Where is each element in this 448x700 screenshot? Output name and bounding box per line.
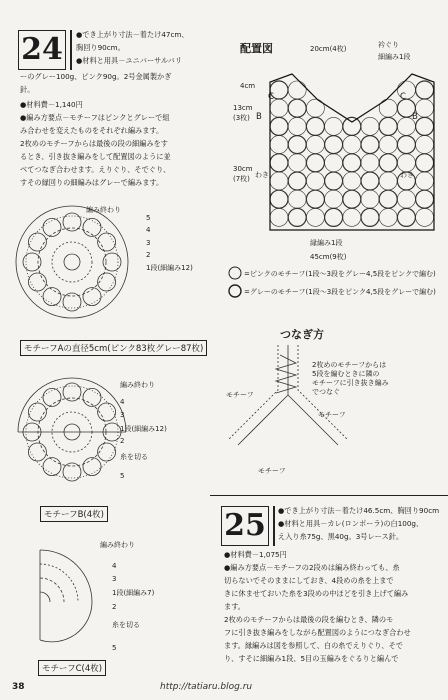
layout-motif — [416, 172, 434, 190]
layout-side-right: わき — [400, 171, 414, 179]
petal — [98, 233, 116, 251]
layout-motif — [416, 117, 434, 135]
motif-a-label-4: 4 — [146, 226, 151, 234]
join-motif-1: モチーフ — [226, 391, 254, 399]
layout-motif — [306, 136, 324, 154]
layout-motif — [288, 154, 306, 172]
layout-motif — [379, 154, 397, 172]
petal — [98, 403, 116, 421]
petal — [43, 388, 61, 406]
layout-top-width: 20cm(4枚) — [310, 45, 347, 53]
motif-b-label-4: 4 — [120, 398, 125, 406]
layout-motif — [397, 172, 415, 190]
layout-motif — [416, 208, 434, 226]
layout-motif — [270, 81, 288, 99]
materials-text: ●材料と用具－ユニバーサルバリ — [76, 56, 183, 65]
layout-motif — [270, 117, 288, 135]
layout-motif — [325, 154, 343, 172]
petal — [98, 443, 116, 461]
layout-motif — [306, 117, 324, 135]
motif-a-label-3: 3 — [146, 239, 151, 247]
divider — [70, 30, 72, 70]
layout-motif — [416, 154, 434, 172]
layout-motif — [270, 208, 288, 226]
motif-b-caption: モチーフB(4枚) — [40, 506, 108, 522]
legend-gray: =グレーのモチーフ(1段～3段をピンク4,5段をグレーで編む) — [244, 288, 436, 296]
layout-motif — [379, 136, 397, 154]
layout-b-right: B — [412, 112, 418, 122]
layout-motif — [397, 99, 415, 117]
layout-motif — [397, 117, 415, 135]
layout-motif — [270, 154, 288, 172]
motif-b-label-1: 1段(細編み12) — [120, 425, 167, 433]
layout-motif — [379, 208, 397, 226]
motif-b-label-2: 2 — [120, 437, 125, 445]
legend-pink-swatch — [228, 266, 242, 280]
p25-points-5: フに引き抜き編みをしながら配置図のようにつなぎ合わせ — [224, 628, 411, 637]
points-line-5: すその縁回りの細編みはグレーで編みます。 — [20, 178, 164, 187]
layout-neck-label: 衿ぐり — [378, 41, 399, 49]
layout-motif — [306, 208, 324, 226]
motif-c-label-1: 1段(細編み7) — [112, 589, 155, 597]
petal — [83, 388, 101, 406]
layout-motif — [288, 172, 306, 190]
p25-points-0: ●編み方要点－モチーフの2段めは編み終わっても、糸 — [224, 563, 400, 572]
layout-motif — [288, 190, 306, 208]
layout-motif — [288, 117, 306, 135]
layout-motif — [397, 154, 415, 172]
motif-b-label-5: 5 — [120, 472, 125, 480]
layout-hem-label: 縁編み1段 — [310, 239, 343, 247]
join-motif-2: モチーフ — [318, 411, 346, 419]
layout-motif — [343, 117, 361, 135]
layout-motif — [379, 117, 397, 135]
section-rule — [210, 495, 448, 496]
p25-materials-2: え入り糸75g、黒40g。3号レース針。 — [278, 532, 404, 541]
points-line-1: み合わせを変えたものをそれぞれ編みます。 — [20, 126, 164, 135]
join-note-1: 5段を編むときに隣の — [312, 370, 380, 378]
join-stitch — [276, 355, 296, 393]
layout-c-left: C — [268, 92, 274, 102]
layout-dim-13: 13cm — [233, 104, 253, 112]
motif-a-label-1: 1段(細編み12) — [146, 264, 193, 272]
layout-motif — [288, 208, 306, 226]
layout-motif — [306, 154, 324, 172]
layout-motif — [343, 172, 361, 190]
layout-motif — [361, 190, 379, 208]
petal — [98, 273, 116, 291]
layout-motif — [288, 136, 306, 154]
layout-motif — [288, 99, 306, 117]
petal — [43, 288, 61, 306]
p25-points-6: ます。縁編みは図を参照して、白の糸でえりぐり、そで — [224, 641, 403, 650]
motif-a-label-2: 2 — [146, 251, 151, 259]
size-text-2: 胸回り90cm。 — [76, 43, 125, 52]
divider-25 — [273, 506, 275, 546]
p25-size: ●でき上がり寸法－着たけ46.5cm、胸回り90cm — [278, 506, 440, 515]
pattern-number-24: 24 — [18, 30, 66, 70]
layout-motif — [325, 172, 343, 190]
points-line-3: るとき、引き抜き編みをして配置図のように並 — [20, 152, 171, 161]
legend-pink: =ピンクのモチーフ(1段～3段をグレー4,5段をピンクで編む) — [244, 270, 436, 278]
layout-grid — [262, 60, 442, 235]
layout-motif — [397, 208, 415, 226]
layout-motif — [343, 136, 361, 154]
layout-side-left: わき — [255, 171, 269, 179]
layout-motif — [343, 208, 361, 226]
layout-motif — [397, 81, 415, 99]
petal — [28, 403, 46, 421]
p25-points-1: 切らないでそのままにしておき、4段めの糸を上まで — [224, 576, 394, 585]
p25-cost: ●材料費－1,075円 — [224, 550, 287, 559]
petal — [28, 443, 46, 461]
size-text: ●でき上がり寸法－着たけ47cm、 — [76, 30, 189, 39]
layout-motif — [306, 172, 324, 190]
petal — [43, 218, 61, 236]
join-note-2: モチーフに引き抜き編み — [312, 379, 389, 387]
petal — [83, 218, 101, 236]
cost-text: ●材料費－1,140円 — [20, 100, 83, 109]
layout-motif — [343, 190, 361, 208]
layout-motif — [270, 190, 288, 208]
layout-c-right: C — [400, 92, 406, 102]
join-motif-3: モチーフ — [258, 467, 286, 475]
motif-c-label-2: 2 — [112, 603, 117, 611]
motif-a-caption: モチーフAの直径5cm(ピンク83枚グレー87枚) — [20, 340, 207, 356]
layout-motif — [361, 136, 379, 154]
motif-c-label-end: 編み終わり — [100, 541, 135, 549]
motif-a-diagram — [10, 200, 140, 330]
motif-c-label-cut: 糸を切る — [112, 621, 140, 629]
motif-c-label-3: 3 — [112, 575, 117, 583]
join-note-0: 2枚めのモチーフからは — [312, 361, 387, 369]
layout-neck-label-2: 細編み1段 — [378, 53, 411, 61]
materials-text-3: 針。 — [20, 85, 35, 94]
motif-b-label-end: 編み終わり — [120, 381, 155, 389]
layout-motif — [416, 81, 434, 99]
layout-motif — [325, 190, 343, 208]
layout-motif — [379, 99, 397, 117]
motif-c-label-4: 4 — [112, 562, 117, 570]
pattern-number-25: 25 — [221, 506, 269, 546]
layout-motif — [325, 117, 343, 135]
petal — [83, 288, 101, 306]
p25-materials: ●材料と用具－カレ(ロンポーラ)の白100g、 — [278, 519, 424, 528]
p25-points-4: 2枚めのモチーフからは最後の段を編むとき、隣のモ — [224, 615, 394, 624]
layout-title: 配置図 — [240, 42, 273, 55]
points-line-4: べてつなぎ合わせます。えりぐり、そでぐり、 — [20, 165, 171, 174]
layout-motif — [361, 208, 379, 226]
p25-points-7: り、すそに細編み1段、5目の玉編みをぐるりと編んで — [224, 654, 399, 663]
join-title: つなぎ方 — [280, 328, 324, 341]
layout-motif — [288, 81, 306, 99]
layout-motif — [270, 136, 288, 154]
page-number: 38 — [12, 682, 25, 692]
motif-b-label-cut: 糸を切る — [120, 453, 148, 461]
p25-points-2: きに休ませておいた糸を3段めの中ほどを引き上げて編み — [224, 589, 409, 598]
points-line-2: 2枚めのモチーフからは最後の段の細編みをす — [20, 139, 168, 148]
layout-motif — [361, 117, 379, 135]
layout-motif — [397, 190, 415, 208]
petal — [43, 458, 61, 476]
layout-dim-30b: (7枚) — [233, 175, 250, 183]
layout-motif — [343, 154, 361, 172]
layout-bottom-width: 45cm(9枚) — [310, 253, 347, 261]
layout-motif — [379, 172, 397, 190]
join-note-3: でつなぐ — [312, 388, 340, 396]
motif-c-caption: モチーフC(4枚) — [38, 660, 106, 676]
layout-motif — [379, 190, 397, 208]
watermark-url: http://tatiaru.blog.ru — [160, 682, 253, 692]
petal — [28, 233, 46, 251]
layout-motif — [416, 136, 434, 154]
layout-motif — [397, 136, 415, 154]
layout-b-left: B — [256, 112, 262, 122]
motif-c-label-5: 5 — [112, 644, 117, 652]
p25-points-3: ます。 — [224, 602, 245, 611]
petal — [83, 458, 101, 476]
petal — [28, 273, 46, 291]
layout-motif — [325, 208, 343, 226]
points-line-0: ●編み方要点－モチーフはピンクとグレーで組 — [20, 113, 170, 122]
materials-text-2: ーのグレー100g、ピンク90g。2号金属製かぎ — [20, 72, 172, 81]
layout-dim-13b: (3枚) — [233, 114, 250, 122]
layout-motif — [270, 99, 288, 117]
layout-motif — [325, 136, 343, 154]
layout-motif — [361, 172, 379, 190]
layout-motif — [306, 190, 324, 208]
layout-dim-30: 30cm — [233, 165, 253, 173]
motif-a-label-end: 編み終わり — [86, 206, 121, 214]
motif-a-label-5: 5 — [146, 214, 151, 222]
motif-b-label-3: 3 — [120, 411, 125, 419]
layout-motif — [361, 154, 379, 172]
legend-gray-swatch — [228, 284, 242, 298]
layout-motif — [270, 172, 288, 190]
layout-dim-4: 4cm — [240, 82, 256, 90]
layout-motif — [416, 190, 434, 208]
layout-motif — [416, 99, 434, 117]
